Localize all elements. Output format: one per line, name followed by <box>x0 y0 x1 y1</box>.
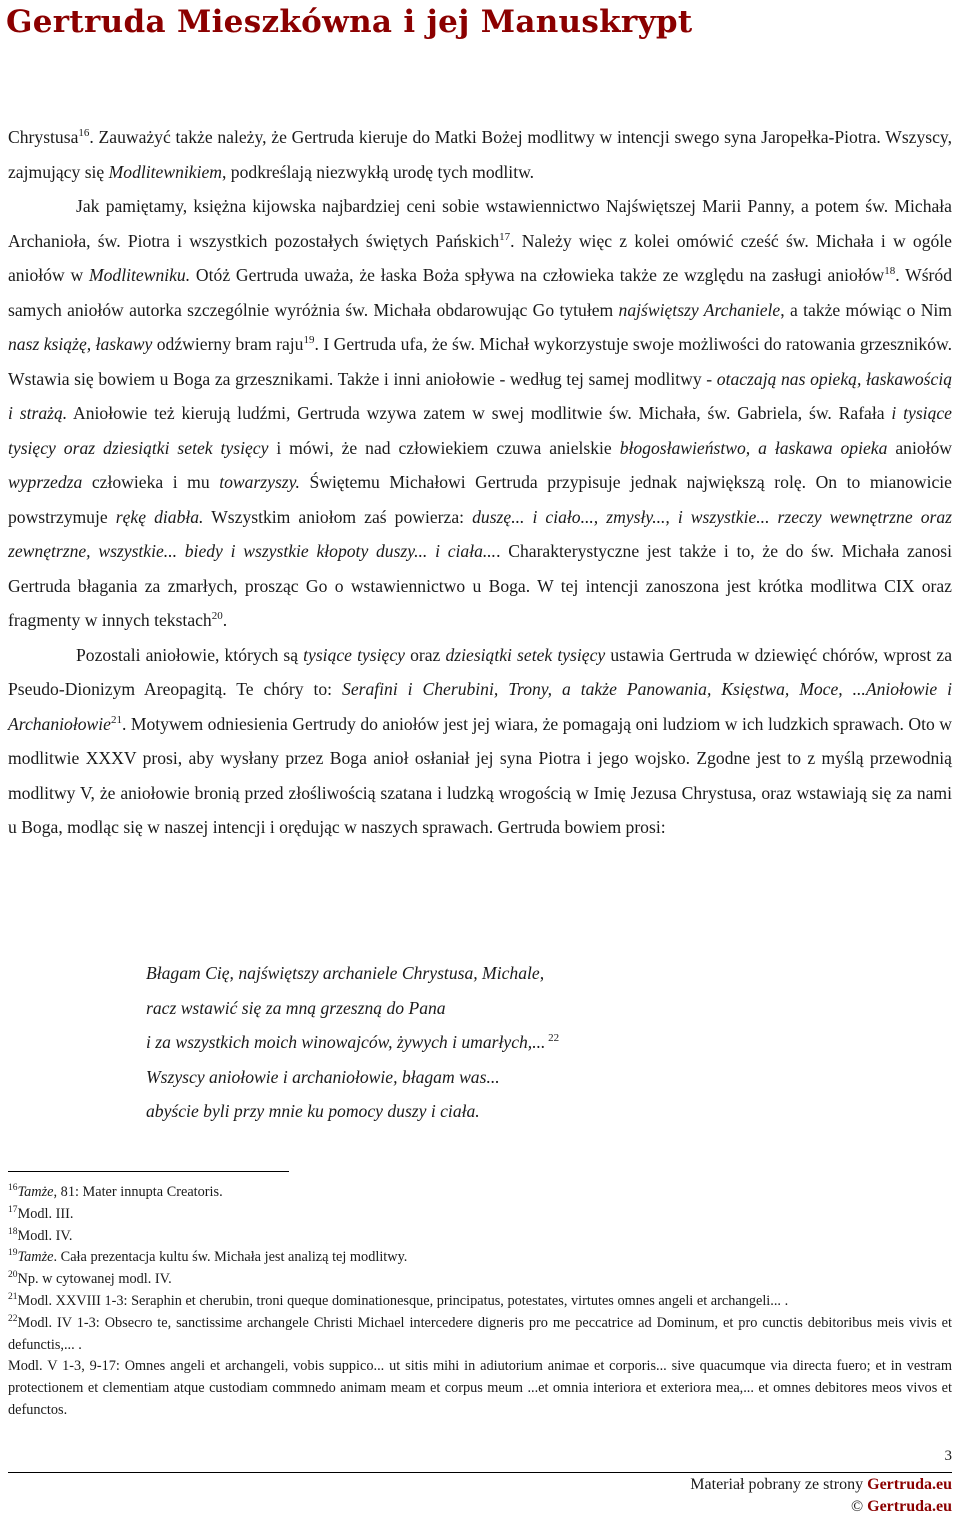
italic-text: Tamże <box>17 1184 54 1200</box>
text-run: , 81: Mater innupta Creatoris. <box>53 1184 223 1200</box>
text-run: odźwierny bram raju <box>152 334 304 354</box>
italic-text: błogosławieństwo, a łaskawa opieka <box>619 437 888 458</box>
footnote-number: 18 <box>8 1226 18 1237</box>
text-run: Modl. V 1-3, 9-17: Omnes angeli et archangeli, vobis suppico... ut sitis mihi in adiutorium animae et corporis... sive quacumque via directa fuero; et in vestram protectionem et clementiam atque custodiam commnedo animam meam et corpus meum ...et omnia interiora et exteriora mea,... et omnes debitores meos vivos et defunctos. <box>8 1358 952 1418</box>
footnote-number: 16 <box>8 1183 18 1194</box>
text-run: Chrystusa <box>8 127 79 147</box>
footer-copyright <box>851 1498 952 1516</box>
footnote-divider <box>8 1171 289 1172</box>
footnote-number: 20 <box>8 1270 18 1281</box>
text-run: Otóż Gertruda uważa, że łaska Boża spływa na człowieka także ze względu na zasługi aniołów <box>190 265 885 285</box>
text-run: Pozostali aniołowie, których są <box>76 644 304 665</box>
paragraph <box>8 120 952 189</box>
italic-text: Modlitewnikiem <box>108 161 222 182</box>
footnote-number: 22 <box>8 1314 18 1325</box>
text-run: człowieka i mu <box>82 472 220 492</box>
footnote <box>8 1356 952 1421</box>
italic-text: wyprzedza <box>8 472 83 492</box>
quoted-prayer <box>146 956 559 1129</box>
italic-text: towarzyszy. <box>219 472 300 492</box>
italic-text: rękę diabła. <box>115 506 204 527</box>
footnote-number: 21 <box>8 1292 18 1303</box>
footnote-ref: 21 <box>110 713 122 726</box>
footnote-ref: 20 <box>211 610 223 623</box>
text-run: Świętemu Michałowi Gertruda przypisuje jednak największą rolę. On to mianowicie powstrzymuje <box>8 472 952 527</box>
text-run: i mówi, że nad człowiekiem czuwa anielskie <box>268 437 620 458</box>
text-run: . <box>222 610 228 630</box>
italic-text: otaczają nas opieką, łaskawością i strażą. <box>8 368 953 423</box>
verse-text: i za wszystkich moich winowajców, żywych i umarłych,... <box>146 1032 546 1052</box>
footnotes <box>8 1182 952 1422</box>
footnote-ref: 19 <box>303 334 315 347</box>
footer-source-link[interactable]: Gertruda.eu <box>867 1476 952 1493</box>
italic-text: tysiące tysięcy <box>303 644 405 665</box>
verse-line <box>146 991 559 1026</box>
footnote <box>8 1313 952 1357</box>
text-run: . Motywem odniesienia Gertrudy do aniołów jest jej wiara, że pomagają oni ludziom w ich ludzkich sprawach. Oto w modlitwie XXXV prosi, aby wysłany przez Boga anioł osłaniał jej syna Piotra i jego wojsko. Zgodne jest to z myślą przewodnią modlitwy V, że aniołowie bronią przed złośliwością szatana i ludzką wrogością w Imię Jezusa Chrystusa, oraz wstawiają się za nami u Boga, modląc się w naszej intencji i orędując w naszych sprawach. Gertruda bowiem prosi: <box>8 713 952 837</box>
text-run: . Wśród samych aniołów autorka szczególnie wyróżnia św. Michała obdarowując Go tytułem <box>8 265 952 320</box>
text-run: Modl. XXVIII 1-3: Seraphin et cherubin, troni queque dominationesque, principatus, potestates, virtutes omnes angeli et archangeli... . <box>17 1292 789 1309</box>
page-number: 3 <box>944 1448 952 1464</box>
text-run: Aniołowie też kierują ludźmi, Gertruda wzywa zatem w swej modlitwie św. Michała, św. Gabriela, św. Rafała <box>67 403 892 423</box>
text-run: , a także mówiąc o Nim <box>780 299 952 320</box>
footnote <box>8 1269 952 1291</box>
text-run: . I Gertruda ufa, że św. Michał wykorzystuje swoje możliwości do ratowania grzeszników. Wstawia się bowiem u Boga za grzesznikami. Także i inni aniołowie - według tej samej modlitwy - <box>8 334 952 389</box>
italic-text: duszę... i ciało..., zmysły..., i wszystkie... rzeczy wewnętrzne oraz zewnętrzne, wszystkie... biedy i wszystkie kłopoty duszy... i ciała... <box>8 506 952 561</box>
italic-text: najświętszy Archaniele <box>618 299 781 320</box>
text-run: Wszystkim aniołom zaś powierza: <box>203 506 473 527</box>
text-run: , podkreślają niezwykłą urodę tych modlitw. <box>222 161 535 182</box>
text-run: Jak pamiętamy, księżna kijowska najbardziej ceni sobie wstawiennictwo Najświętszej Marii Panny, a potem św. Michała Archanioła, św. Piotra i wszystkich pozostałych świętych Pańskich <box>8 196 952 251</box>
paragraph <box>8 189 952 638</box>
verse-line <box>146 956 559 991</box>
text-run: . Cała prezentacja kultu św. Michała jest analizą tej modlitwy. <box>53 1249 408 1266</box>
footnote-ref: 22 <box>545 1032 560 1045</box>
verse-text: Wszyscy aniołowie i archaniołowie, błagam was... <box>146 1066 500 1087</box>
footnote-number: 17 <box>8 1205 18 1216</box>
text-run: Modl. III. <box>17 1205 74 1222</box>
main-text <box>8 120 952 845</box>
footer-source-label: Materiał pobrany ze strony <box>690 1476 868 1493</box>
italic-text: i tysiące tysięcy oraz dziesiątki setek tysięcy <box>8 403 952 458</box>
verse-line <box>146 1025 559 1060</box>
italic-text: nasz książę, łaskawy <box>8 334 153 354</box>
italic-text: Modlitewniku. <box>88 265 191 285</box>
page-header-title: Gertruda Mieszkówna i jej Manuskrypt <box>6 4 693 40</box>
text-run: aniołów <box>887 437 953 458</box>
text-run: Modl. IV 1-3: Obsecro te, sanctissime archangele Christi Michael intercedere digneris pro me peccatrice ad Dominum, et pro cunctis debitoribus meis vivis et defunctis,... . <box>8 1314 952 1353</box>
text-run: . Zauważyć także należy, że Gertruda kieruje do Matki Bożej modlitwy w intencji swego syna Jaropełka-Piotra. Wszyscy, zajmujący się <box>8 127 952 182</box>
text-run: ustawia Gertruda w dziewięć chórów, wprost za Pseudo-Dionizym Areopagitą. Te chóry to: <box>8 644 953 699</box>
footer-divider <box>8 1472 952 1473</box>
footnote <box>8 1226 952 1248</box>
italic-text: Serafini i Cherubini, Trony, a także Panowania, Księstwa, Moce, ...Aniołowie i Archaniołowie <box>8 679 952 734</box>
verse-text: Błagam Cię, najświętszy archaniele Chrystusa, Michale, <box>146 963 545 983</box>
footnote-ref: 16 <box>78 127 90 140</box>
verse-line <box>146 1094 559 1129</box>
footnote <box>8 1204 952 1226</box>
footnote <box>8 1182 952 1204</box>
italic-text: Tamże <box>17 1249 54 1266</box>
text-run: . Charakterystyczne jest także i to, że do św. Michała zanosi Gertruda błagania za zmarłych, prosząc Go o wstawiennictwo u Boga. W tej intencji zanoszona jest krótka modlitwa CIX oraz fragmenty w innych tekstach <box>8 541 952 630</box>
verse-text: racz wstawić się za mną grzeszną do Pana <box>146 997 446 1018</box>
verse-text: abyście byli przy mnie ku pomocy duszy i ciała. <box>146 1101 480 1121</box>
text-run: Np. w cytowanej modl. IV. <box>17 1271 172 1288</box>
footer-copyright-link[interactable]: Gertruda.eu <box>867 1498 952 1515</box>
footnote <box>8 1291 952 1313</box>
footnote-ref: 18 <box>884 265 896 278</box>
text-run: . Należy więc z kolei omówić cześć św. Michała i w ogóle aniołów w <box>8 230 952 285</box>
footer-source <box>690 1476 952 1494</box>
footnote-number: 19 <box>8 1248 18 1259</box>
verse-line <box>146 1060 559 1095</box>
footnote-ref: 17 <box>499 230 511 243</box>
italic-text: dziesiątki setek tysięcy <box>445 644 606 665</box>
footnote <box>8 1247 952 1269</box>
paragraph <box>8 638 952 845</box>
text-run: oraz <box>404 644 446 665</box>
copyright-symbol: © <box>850 1498 864 1515</box>
text-run: Modl. IV. <box>17 1227 73 1244</box>
